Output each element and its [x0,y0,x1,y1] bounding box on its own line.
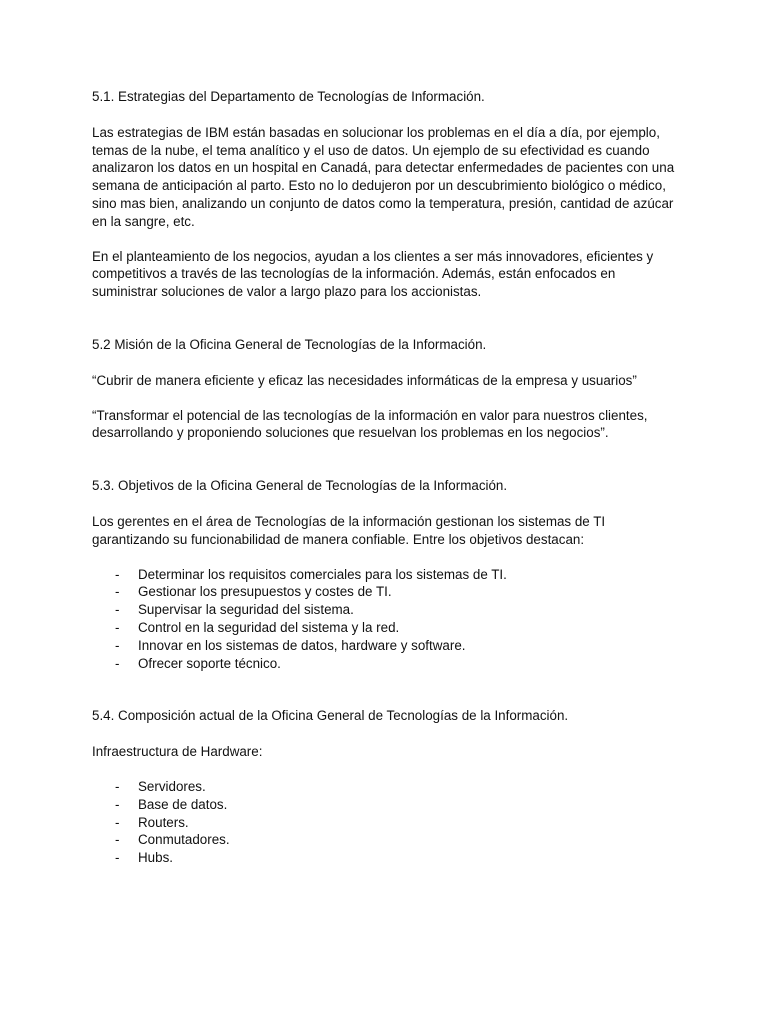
dash-marker: - [115,619,120,635]
hardware-list [92,778,682,867]
hardware-subheading: Infraestructura de Hardware: [92,744,263,760]
dash-marker: - [115,584,120,600]
section-5-1-heading: 5.1. Estrategias del Departamento de Tecnologías de Información. [92,89,485,104]
document-page [92,88,682,884]
dash-marker: - [115,832,120,848]
objective-item: Ofrecer soporte técnico. [138,655,281,671]
objectives-list [92,566,682,673]
list-item [115,619,682,637]
dash-marker: - [115,850,120,866]
hardware-item: Conmutadores. [138,832,230,848]
objective-item: Gestionar los presupuestos y costes de TI. [138,584,392,600]
list-item [115,796,682,814]
section-5-2-paragraph-2: “Transformar el potencial de las tecnologías de la información en valor para nuestros clientes, desarrollando y proponiendo soluciones que resuelvan los problemas en los negocios”. [92,407,648,441]
list-item [115,655,682,673]
objective-item: Determinar los requisitos comerciales para los sistemas de TI. [138,566,507,582]
hardware-item: Hubs. [138,850,173,866]
dash-marker: - [115,655,120,671]
objective-item: Innovar en los sistemas de datos, hardware y software. [138,637,466,653]
section-5-3-heading: 5.3. Objetivos de la Oficina General de Tecnologías de la Información. [92,478,508,494]
list-item [115,814,682,832]
hardware-item: Routers. [138,814,189,830]
dash-marker: - [115,566,120,582]
list-item [115,831,682,849]
section-5-3-intro: Los gerentes en el área de Tecnologías de la información gestionan los sistemas de TI garantizando su funcionabilidad de manera confiable. Entre los objetivos destacan: [92,513,606,547]
section-5-1-paragraph-2: En el planteamiento de los negocios, ayudan a los clientes a ser más innovadores, eficientes y competitivos a través de las tecnologías de la información. Además, están enfocados en suministrar soluciones de valor a largo plazo para los accionistas. [92,248,654,300]
list-item [115,849,682,867]
list-item [115,566,682,584]
list-item [115,637,682,655]
objective-item: Control en la seguridad del sistema y la red. [138,619,400,635]
dash-marker: - [115,637,120,653]
dash-marker: - [115,778,120,794]
dash-marker: - [115,602,120,618]
objective-item: Supervisar la seguridad del sistema. [138,602,354,618]
section-5-4-heading: 5.4. Composición actual de la Oficina General de Tecnologías de la Información. [92,708,569,724]
list-item [115,778,682,796]
list-item [115,583,682,601]
dash-marker: - [115,814,120,830]
list-item [115,601,682,619]
section-5-1-paragraph-1: Las estrategias de IBM están basadas en solucionar los problemas en el día a día, por ejemplo, temas de la nube, el tema analítico y el uso de datos. Un ejemplo de su efectividad es cuando analizaron los datos en un hospital en Canadá, para detectar enfermedades de pacientes con una semana de anticipación al parto. Esto no lo dedujeron por un descubrimiento biológico o médico, sino mas bien, analizando un conjunto de datos como la temperatura, presión, cantidad de azúcar en la sangre, etc. [92,124,675,229]
hardware-item: Base de datos. [138,796,228,812]
section-5-2-heading: 5.2 Misión de la Oficina General de Tecnologías de la Información. [92,336,487,352]
dash-marker: - [115,796,120,812]
hardware-item: Servidores. [138,778,206,794]
section-5-2-paragraph-1: “Cubrir de manera eficiente y eficaz las necesidades informáticas de la empresa y usuarios” [92,372,637,388]
